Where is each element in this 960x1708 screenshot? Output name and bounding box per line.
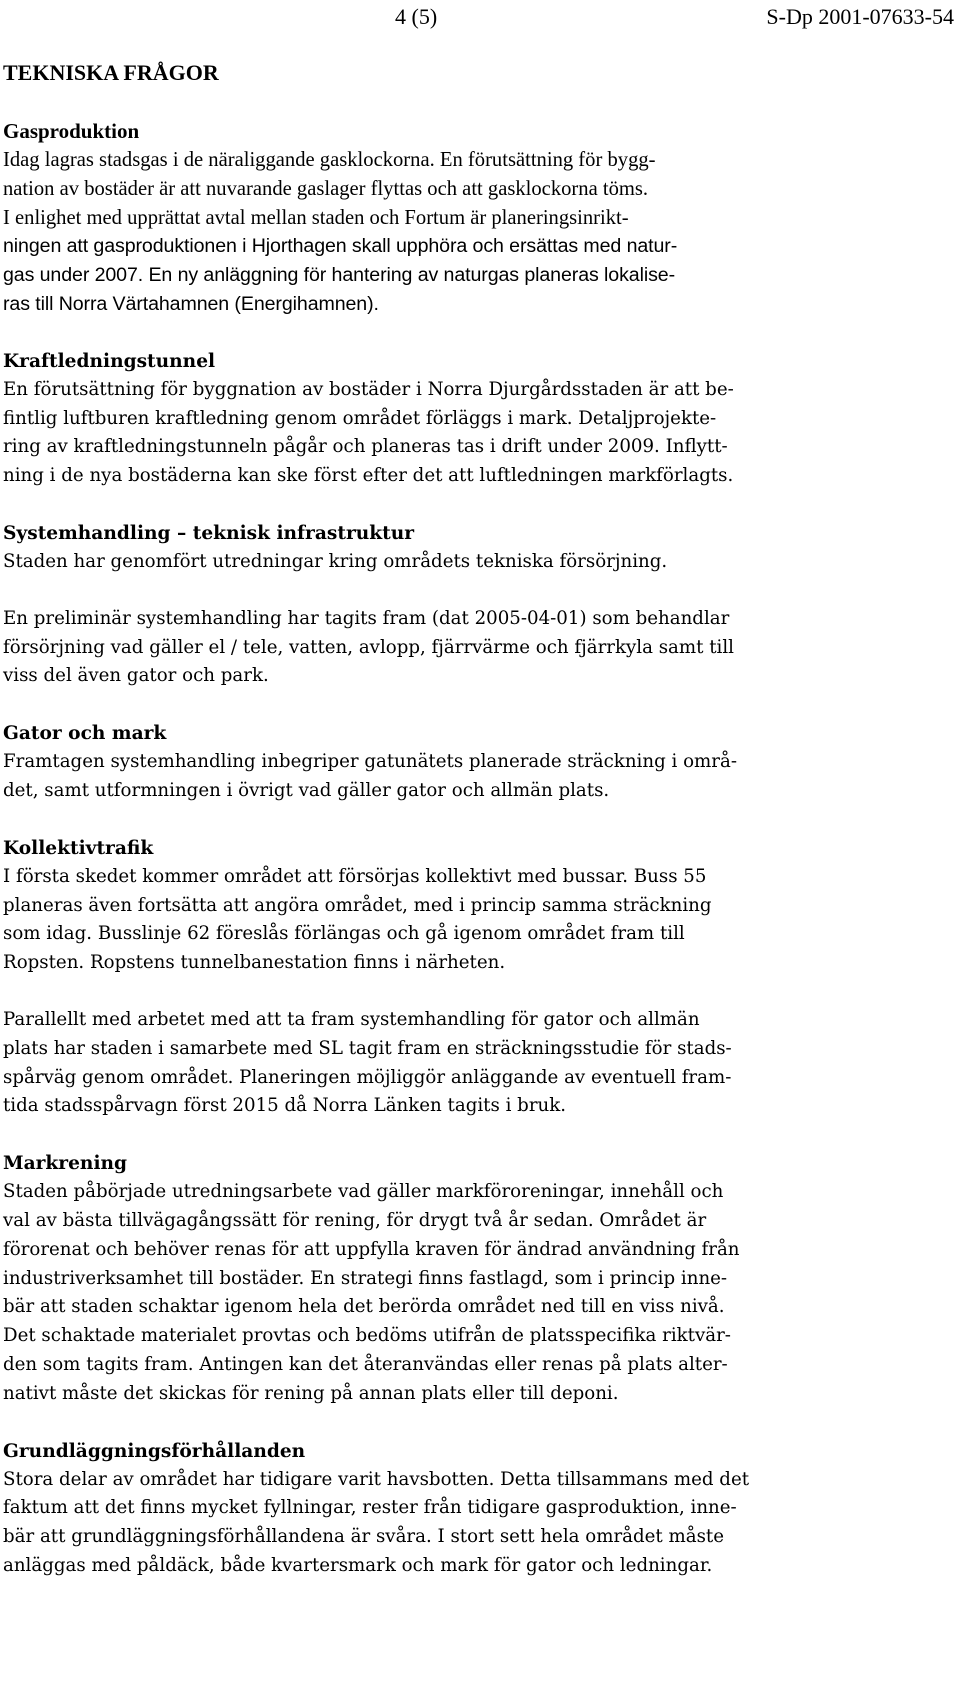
text-line: Framtagen systemhandling inbegriper gatunätets planerade sträckning i områ- [3,751,737,773]
text-line: anläggas med påldäck, både kvartersmark och mark för gator och ledningar. [3,1554,713,1576]
paragraph-grundlaggningsforhallanden [3,1466,853,1581]
section-kollektivtrafik [3,834,853,1121]
section-grundlaggningsforhallanden [3,1437,853,1581]
text-line: Stora delar av området har tidigare varit havsbotten. Detta tillsammans med det [3,1468,750,1490]
document-body [3,117,853,1581]
text-line: fintlig luftburen kraftledning genom området förläggs i mark. Detaljprojekte- [3,407,717,429]
text-line: ningen att gasproduktionen i Hjorthagen skall upphöra och ersättas med natur- [3,235,678,258]
document-title: TEKNISKA FRÅGOR [3,60,219,85]
text-line: industriverksamhet till bostäder. En strategi finns fastlagd, som i princip inne- [3,1267,728,1289]
text-line: Det schaktade materialet provtas och bedöms utifrån de platsspecifika riktvär- [3,1325,731,1347]
paragraph-gator-och-mark [3,748,853,806]
section-gator-och-mark [3,719,853,806]
text-line: Idag lagras stadsgas i de näraliggande gasklockorna. En förutsättning för bygg- [3,149,656,171]
text-line: planeras även fortsätta att angöra området, med i princip samma sträckning [3,894,712,916]
text-line: I enlighet med upprättat avtal mellan staden och Fortum är planeringsinrikt- [3,206,629,229]
text-line: Staden har genomfört utredningar kring områdets tekniska försörjning. [3,550,668,572]
section-kraftledningstunnel [3,347,853,491]
paragraph-gasproduktion [3,146,853,319]
text-line: den som tagits fram. Antingen kan det återanvändas eller renas på plats alter- [3,1353,728,1375]
text-line: ning i de nya bostäderna kan ske först efter det att luftledningen markförlagts. [3,465,734,487]
text-line: som idag. Busslinje 62 föreslås förlängas och gå igenom området fram till [3,923,685,945]
section-heading-markrening: Markrening [3,1153,128,1175]
text-line: viss del även gator och park. [3,665,269,687]
text-line: förorenat och behöver renas för att uppfylla kraven för ändrad användning från [3,1238,740,1260]
document-reference: S-Dp 2001-07633-54 [766,4,954,29]
section-systemhandling [3,519,853,691]
text-line: faktum att det finns mycket fyllningar, rester från tidigare gasproduktion, inne- [3,1497,737,1519]
page-number: 4 (5) [395,4,438,29]
text-line: försörjning vad gäller el / tele, vatten, avlopp, fjärrvärme och fjärrkyla samt till [3,636,734,658]
text-line: gas under 2007. En ny anläggning för hantering av naturgas planeras lokalise- [3,264,676,287]
page-header [0,0,960,40]
section-markrening [3,1149,853,1408]
section-heading-grundlaggningsforhallanden: Grundläggningsförhållanden [3,1440,306,1462]
text-line: Ropsten. Ropstens tunnelbanestation finns i närheten. [3,952,506,974]
text-line: det, samt utformningen i övrigt vad gäller gator och allmän plats. [3,779,610,801]
paragraph-kraftledningstunnel [3,376,853,491]
text-line: nation av bostäder är att nuvarande gaslager flyttas och att gasklockorna töms. [3,177,649,200]
section-gasproduktion [3,117,853,319]
paragraph-systemhandling-detail [3,605,853,691]
text-line: En preliminär systemhandling har tagits fram (dat 2005-04-01) som behandlar [3,607,730,629]
text-line: Staden påbörjade utredningsarbete vad gäller markföroreningar, innehåll och [3,1181,724,1203]
section-heading-systemhandling: Systemhandling – teknisk infrastruktur [3,522,415,544]
paragraph-systemhandling-intro [3,548,853,577]
text-line: tida stadsspårvagn först 2015 då Norra Länken tagits i bruk. [3,1095,567,1117]
section-heading-kraftledningstunnel: Kraftledningstunnel [3,350,216,372]
text-line: ring av kraftledningstunneln pågår och planeras tas i drift under 2009. Inflytt- [3,436,728,458]
text-line: bär att grundläggningsförhållandena är svåra. I stort sett hela området måste [3,1526,724,1548]
section-heading-gasproduktion: Gasproduktion [3,119,140,143]
text-line: bär att staden schaktar igenom hela det berörda området ned till en viss nivå. [3,1296,725,1318]
section-heading-gator-och-mark: Gator och mark [3,723,167,745]
text-line: En förutsättning för byggnation av bostäder i Norra Djurgårdsstaden är att be- [3,378,734,400]
text-line: nativt måste det skickas för rening på annan plats eller till deponi. [3,1382,619,1404]
paragraph-kollektivtrafik [3,863,853,978]
paragraph-markrening [3,1178,853,1408]
text-line: ras till Norra Värtahamnen (Energihamnen). [3,292,379,315]
text-line: Parallellt med arbetet med att ta fram systemhandling för gator och allmän [3,1008,700,1030]
text-line: spårväg genom området. Planeringen möjliggör anläggande av eventuell fram- [3,1066,732,1088]
paragraph-kollektivtrafik-sparvag [3,1006,853,1121]
text-line: I första skedet kommer området att försörjas kollektivt med bussar. Buss 55 [3,865,707,887]
text-line: val av bästa tillvägagångssätt för rening, för drygt två år sedan. Området är [3,1209,707,1231]
section-heading-kollektivtrafik: Kollektivtrafik [3,837,154,859]
text-line: plats har staden i samarbete med SL tagit fram en sträckningsstudie för stads- [3,1037,732,1059]
